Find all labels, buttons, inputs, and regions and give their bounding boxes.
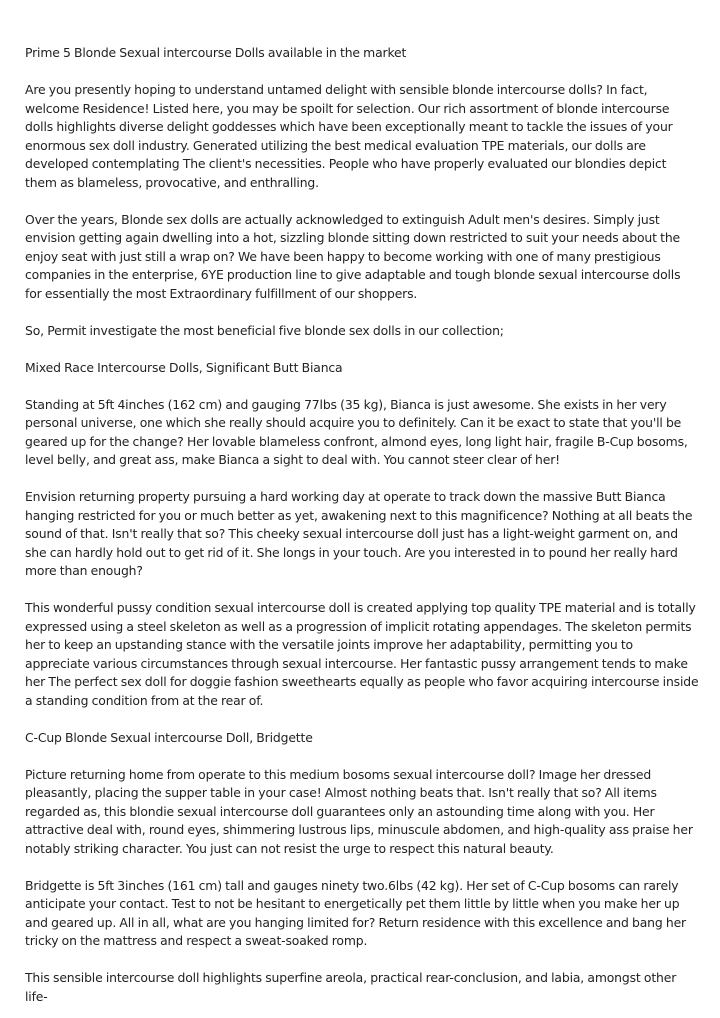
document-title: Prime 5 Blonde Sexual intercourse Dolls available in the market <box>25 45 407 60</box>
paragraph-bianca-stats: Standing at 5ft 4inches (162 cm) and gauging 77lbs (35 kg), Bianca is just awesome. She exists in her very personal universe, one which she really should acquire you to definitely. Can it be exact to state that you'll be geared up for the change? Her lovable blameless confront, almond eyes, long light hair, fragile B-Cup bosoms, level belly, and great ass, make Bianca a sight to deal with. You cannot steer clear of her! <box>25 396 688 467</box>
section-heading-bianca: Mixed Race Intercourse Dolls, Significant Butt Bianca <box>25 359 343 375</box>
paragraph-intro: Are you presently hoping to understand untamed delight with sensible blonde intercourse dolls? In fact, welcome Residence! Listed here, you may be spoilt for selection. Our rich assortment of blonde intercourse dolls highlights diverse delight goddesses which have been exceptionally meant to tackle the issues of your enormous sex doll industry. Generated utilizing the best medical evaluation TPE materials, our dolls are developed contemplating The client's necessities. People who have properly evaluated our blondies depict them as blameless, provocative, and enthralling. <box>25 82 673 190</box>
paragraph-bianca-material: This wonderful pussy condition sexual intercourse doll is created applying top quality TPE material and is totally expressed using a steel skeleton as well as a progression of implicit rotating appendages. The skeleton permits her to keep an upstanding stance with the versatile joints improve her adaptability, permitting you to appreciate various circumstances through sexual intercourse. Her fantastic pussy arrangement tends to make her The perfect sex doll for doggie fashion sweethearts equally as people who favor acquiring intercourse inside a standing condition from at the rear of. <box>25 600 699 708</box>
paragraph-bianca-envision: Envision returning property pursuing a hard working day at operate to track down the massive Butt Bianca hanging restricted for you or much better as yet, awakening next to this magnificence? Nothing at all beats the sound of that. Isn't really that so? This cheeky sexual intercourse doll just has a light-weight garment on, and she can hardly hold out to get rid of it. She longs in your touch. Are you interested in to pound her really hard more than enough? <box>25 489 693 578</box>
section-heading-bridgette: C-Cup Blonde Sexual intercourse Doll, Bridgette <box>25 729 313 745</box>
paragraph-bridgette-stats: Bridgette is 5ft 3inches (161 cm) tall and gauges ninety two.6lbs (42 kg). Her set of C-Cup bosoms can rarely anticipate your contact. Test to not be hesitant to energetically pet them little by little when you make her up and geared up. All in all, what are you hanging limited for? Return residence with this excellence and bang her tricky on the mattress and respect a sweat-soaked romp. <box>25 877 686 948</box>
paragraph-investigate: So, Permit investigate the most beneficial five blonde sex dolls in our collection; <box>25 322 504 338</box>
paragraph-over-the-years: Over the years, Blonde sex dolls are actually acknowledged to extinguish Adult men's desires. Simply just envision getting again dwelling into a hot, sizzling blonde sitting down restricted to suit your needs about the enjoy seat with just still a wrap on? We have been happy to become working with one of many prestigious companies in the enterprise, 6YE production line to give adaptable and tough blonde sexual intercourse dolls for essentially the most Extraordinary fulfillment of our shoppers. <box>25 211 681 301</box>
paragraph-bridgette-features: This sensible intercourse doll highlights superfine areola, practical rear-conclusion, and labia, amongst other life- <box>25 970 677 1004</box>
paragraph-bridgette-picture: Picture returning home from operate to this medium bosoms sexual intercourse doll? Image her dressed pleasantly, placing the supper table in your case! Almost nothing beats that. Isn't really that so? All items regarded as, this blondie sexual intercourse doll guarantees only an astounding time along with you. Her attractive deal with, round eyes, shimmering lustrous lips, minuscule abdomen, and high-quality ass praise her notably striking character. You just can not resist the urge to respect this natural beauty. <box>25 766 693 856</box>
